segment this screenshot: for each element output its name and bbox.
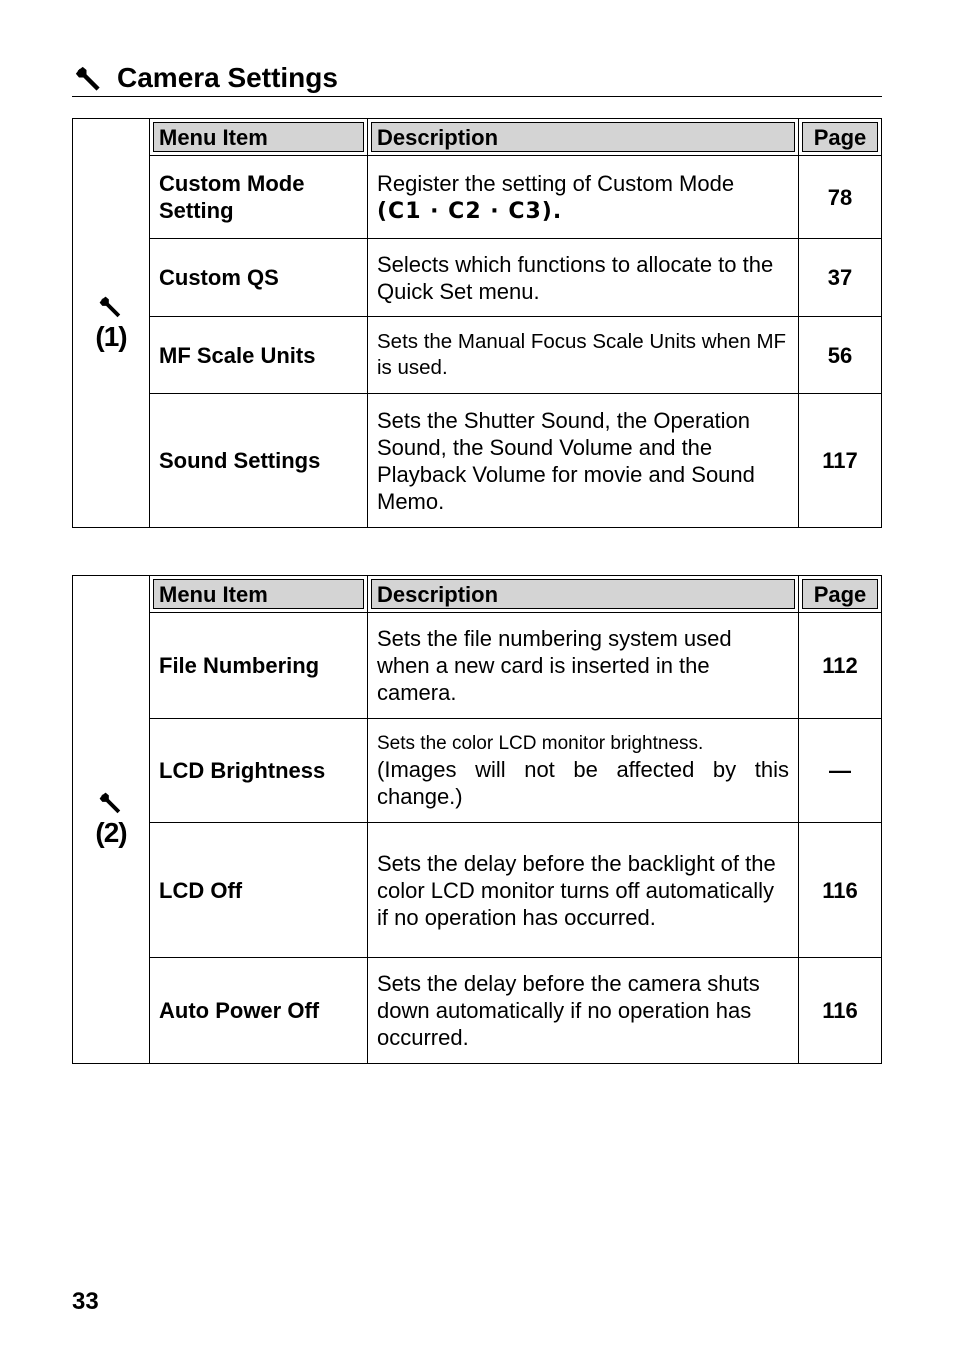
column-header-page: Page (799, 576, 882, 613)
table-row (73, 613, 882, 719)
page-reference: 116 (799, 958, 882, 1064)
menu-item-description (368, 317, 799, 394)
description-text: Sets the color LCD monitor brightness. (377, 732, 704, 754)
description-text: Sets the Manual Focus Scale Units when MF is used. (377, 330, 787, 379)
group-cell-1 (73, 119, 150, 528)
menu-item-name: LCD Off (150, 823, 368, 958)
wrench-icon (74, 65, 104, 95)
menu-item-description: Sets the delay before the camera shuts down automatically if no operation has occurred. (368, 958, 799, 1064)
menu-item-name: Custom QS (150, 239, 368, 317)
menu-item-name: Custom Mode Setting (150, 156, 368, 239)
menu-item-description (368, 156, 799, 239)
page-reference: 116 (799, 823, 882, 958)
table-header-row (73, 576, 882, 613)
table-row (73, 958, 882, 1064)
menu-item-description: Sets the delay before the backlight of the color LCD monitor turns off automatically if no operation has occurred. (368, 823, 799, 958)
column-header-page: Page (799, 119, 882, 156)
group-label: (1) (95, 320, 127, 352)
page-number: 33 (72, 1288, 99, 1315)
custom-mode-labels: (C1 · C2 · C3). (377, 198, 563, 224)
column-header-menu-item: Menu Item (150, 576, 368, 613)
page-reference: 112 (799, 613, 882, 719)
description-text: Register the setting of Custom Mode (377, 170, 735, 196)
table-row (73, 719, 882, 823)
page-reference: 56 (799, 317, 882, 394)
column-header-description: Description (368, 119, 799, 156)
group-label: (2) (95, 817, 127, 848)
column-header-description: Description (368, 576, 799, 613)
menu-item-description: Selects which functions to allocate to the Quick Set menu. (368, 239, 799, 317)
table-row (73, 317, 882, 394)
description-note: (Images will not be affected by this change.) (377, 756, 789, 809)
table-header-row (73, 119, 882, 156)
table-row (73, 239, 882, 317)
wrench-icon (98, 791, 124, 817)
page-reference: 117 (799, 394, 882, 528)
menu-item-description (368, 719, 799, 823)
page-reference: — (799, 719, 882, 823)
page-header (72, 58, 882, 97)
settings-table-1 (72, 118, 882, 528)
page-reference: 78 (799, 156, 882, 239)
page-reference: 37 (799, 239, 882, 317)
menu-item-name: Sound Settings (150, 394, 368, 528)
menu-item-description: Sets the file numbering system used when a new card is inserted in the camera. (368, 613, 799, 719)
column-header-menu-item: Menu Item (150, 119, 368, 156)
menu-item-description: Sets the Shutter Sound, the Operation Sound, the Sound Volume and the Playback Volume for movie and Sound Memo. (368, 394, 799, 528)
settings-table-2 (72, 575, 882, 1064)
table-row (73, 156, 882, 239)
menu-item-name: Auto Power Off (150, 958, 368, 1064)
menu-item-name: MF Scale Units (150, 317, 368, 394)
menu-item-name: File Numbering (150, 613, 368, 719)
group-cell-2 (73, 576, 150, 1064)
table-row (73, 394, 882, 528)
wrench-icon (98, 295, 124, 321)
page-title: Camera Settings (117, 62, 338, 93)
menu-item-name: LCD Brightness (150, 719, 368, 823)
table-row (73, 823, 882, 958)
